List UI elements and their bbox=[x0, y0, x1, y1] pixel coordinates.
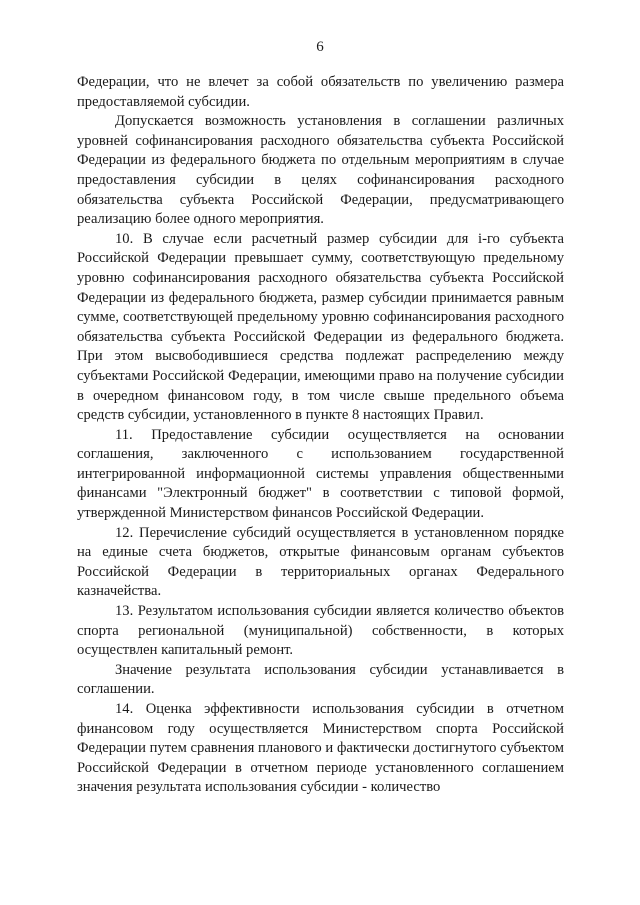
paragraph-clause-12: 12. Перечисление субсидий осуществляется в установленном порядке на единые счета бюджетов, открытые финансовым органам субъектов Российской Федерации в территориальных органах Федерального казначейства. bbox=[77, 524, 564, 600]
paragraph-continuation: Федерации, что не влечет за собой обязательств по увеличению размера предоставляемой субсидии. bbox=[77, 74, 564, 110]
page-number: 6 bbox=[316, 39, 324, 55]
paragraph-cofinancing-levels: Допускается возможность установления в соглашении различных уровней софинансирования расходного обязательства субъекта Российской Федерации из федерального бюджета по отдельным мероприятиям в случае предоставления субсидии в целях софинансирования расходного обязательства субъекта Российской Федерации, предусматривающего реализацию более одного мероприятия. bbox=[77, 113, 564, 228]
paragraph-clause-13: 13. Результатом использования субсидии является количество объектов спорта региональной (муниципальной) собственности, в которых осуществлен капитальный ремонт. bbox=[77, 603, 564, 659]
paragraph-result-value: Значение результата использования субсидии устанавливается в соглашении. bbox=[77, 661, 564, 698]
document-body bbox=[77, 73, 564, 798]
paragraph-clause-11: 11. Предоставление субсидии осуществляется на основании соглашения, заключенного с использованием государственной интегрированной информационной системы управления общественными финансами "Электронный бюджет" в соответствии с типовой формой, утвержденной Министерством финансов Российской Федерации. bbox=[77, 426, 564, 522]
paragraph-clause-14: 14. Оценка эффективности использования субсидии в отчетном финансовом году осуществляется Министерством спорта Российской Федерации путем сравнения планового и фактически достигнутого субъектом Российской Федерации в отчетном периоде установленного соглашением значения результата использования субсидии - количество bbox=[77, 701, 564, 796]
paragraph-clause-10: 10. В случае если расчетный размер субсидии для i-го субъекта Российской Федерации превышает сумму, соответствующую предельному уровню софинансирования расходного обязательства субъекта Российской Федерации из федерального бюджета, размер субсидии принимается равным сумме, соответствующей предельному уровню софинансирования расходного обязательства субъекта Российской Федерации из федерального бюджета. При этом высвободившиеся средства подлежат распределению между субъектами Российской Федерации, имеющими право на получение субсидии в очередном финансовом году, в том числе свыше предельного объема средств субсидии, установленного в пункте 8 настоящих Правил. bbox=[77, 230, 564, 424]
